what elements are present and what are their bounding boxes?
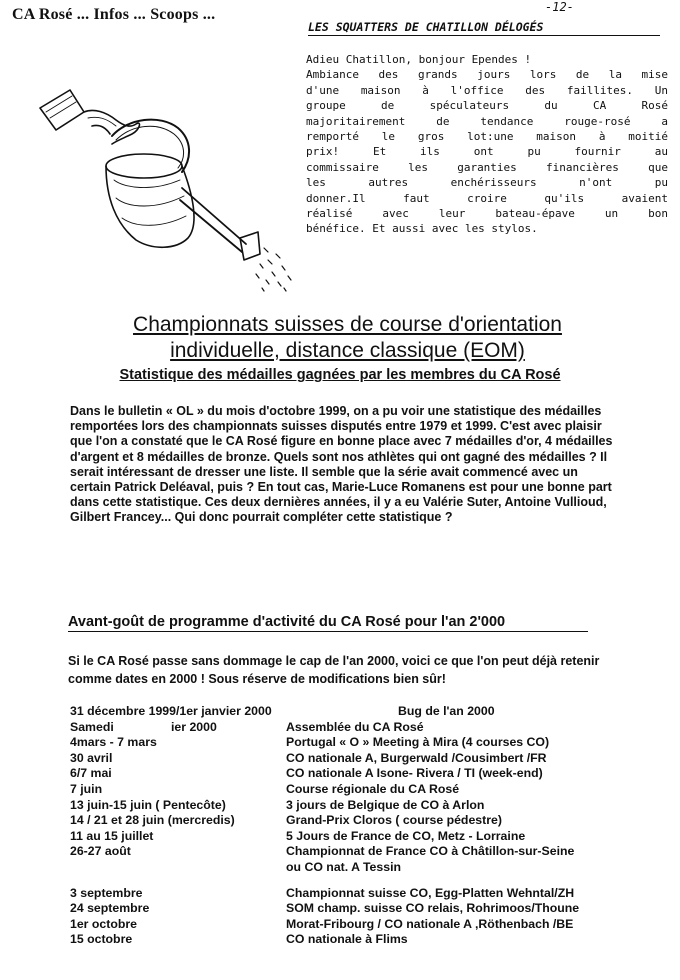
schedule-date: 14 / 21 et 28 juin (mercredis) xyxy=(70,813,235,828)
article-line: d'une maison à l'office des faillites. Un xyxy=(306,83,668,97)
schedule-row xyxy=(70,917,630,933)
schedule-date: 31 décembre 1999/1er janvier 2000 xyxy=(70,704,272,718)
schedule-row xyxy=(70,932,630,948)
schedule-event: Portugal « O » Meeting à Mira (4 courses CO) xyxy=(286,735,550,750)
schedule-date: 6/7 mai xyxy=(70,766,112,781)
article-line: bénéfice. Et aussi avec les stylos. xyxy=(306,222,538,236)
schedule-event: Championnat suisse CO, Egg-Platten Wehntal/ZH xyxy=(286,885,575,900)
schedule-date-part: ier 2000 xyxy=(171,719,217,734)
schedule-event: Course régionale du CA Rosé xyxy=(286,781,460,796)
schedule-row xyxy=(70,735,630,751)
schedule-date: 26-27 août xyxy=(70,844,131,859)
schedule-row xyxy=(70,901,630,917)
article-line: remporté le gros lot:une maison à moitié xyxy=(306,130,668,144)
programme-title: Avant-goût de programme d'activité du CA Rosé pour l'an 2'000 xyxy=(68,614,588,632)
page-number: -12- xyxy=(545,0,574,14)
schedule-event: CO nationale A, Burgerwald /Cousimbert /FR xyxy=(286,750,547,765)
schedule-row xyxy=(70,813,630,829)
schedule-event: SOM champ. suisse CO relais, Rohrimoos/Thoune xyxy=(286,901,580,916)
schedule-row xyxy=(70,886,630,902)
schedule-row xyxy=(70,782,630,798)
article-line: prix! Et ils ont pu fournir au xyxy=(306,145,668,159)
schedule-event: CO nationale à Flims xyxy=(286,932,408,947)
schedule-date: 1er octobre xyxy=(70,916,137,931)
schedule-event: Grand-Prix Cloros ( course pédestre) xyxy=(286,813,502,828)
schedule-date: Samedi xyxy=(70,719,114,734)
article-line: réalisé avec leur bateau-épave un bon xyxy=(306,207,668,221)
schedule-row xyxy=(70,751,630,767)
bulletin-header: CA Rosé ... Infos ... Scoops ... xyxy=(12,6,216,23)
article-line: les autres enchérisseurs n'ont pu xyxy=(306,176,668,190)
schedule-date: 13 juin-15 juin ( Pentecôte) xyxy=(70,797,226,812)
article-line: Ambiance des grands jours lors de la mise xyxy=(306,68,668,82)
schedule-event: Assemblée du CA Rosé xyxy=(286,719,424,734)
schedule-row xyxy=(70,829,630,845)
schedule-event: CO nationale A Isone- Rivera / TI (week-end) xyxy=(286,766,543,781)
schedule-row xyxy=(70,860,630,876)
article-line: commissaire les garanties financières que xyxy=(306,160,668,174)
championship-title-line2: individuelle, distance classique (EOM) xyxy=(170,339,525,362)
medals-subtitle: Statistique des médailles gagnées par les membres du CA Rosé xyxy=(119,367,561,383)
schedule-event: 5 Jours de France de CO, Metz - Lorraine xyxy=(286,828,526,843)
schedule-date: 15 octobre xyxy=(70,932,133,947)
schedule-row xyxy=(70,720,630,736)
squatters-article xyxy=(306,52,668,237)
schedule-event: ou CO nat. A Tessin xyxy=(286,859,402,874)
schedule-event: Bug de l'an 2000 xyxy=(398,704,495,718)
schedule-event: 3 jours de Belgique de CO à Arlon xyxy=(286,797,485,812)
schedule-date: 30 avril xyxy=(70,750,113,765)
schedule-date: 7 juin xyxy=(70,781,103,796)
championship-title-line1: Championnats suisses de course d'orientation xyxy=(133,313,562,336)
schedule-event: Morat-Fribourg / CO nationale A ,Röthenbach /BE xyxy=(286,916,574,931)
schedule-date: 3 septembre xyxy=(70,885,143,900)
schedule-date: 4mars - 7 mars xyxy=(70,735,157,750)
schedule-row xyxy=(70,798,630,814)
schedule-row xyxy=(70,844,630,860)
medals-paragraph: Dans le bulletin « OL » du mois d'octobre 1999, on a pu voir une statistique des médailles remportées lors des championnats suisses disputés entre 1979 et 1999. C'est avec plaisir que l'on a constaté que le CA Rosé figure en bonne place avec 7 médailles d'or, 4 médailles d'argent et 8 médailles de bronze. Quels sont nos athlètes qui ont gagné des médailles ? Il serait intéressant de dresser une liste. Il semble que la série avait commencé avec un certain Patrick Deléaval, puis ? En tout cas, Marie-Luce Romanens est pour une bonne part dans cette statistique. Ces deux dernières années, il y a eu Valérie Suter, Antoine Vullioud, Gilbert Francey... Qui donc pourrait compléter cette statistique ? xyxy=(70,404,613,525)
schedule-row xyxy=(70,704,630,720)
article-line: Adieu Chatillon, bonjour Ependes ! xyxy=(306,53,532,66)
schedule-event: Championnat de France CO à Châtillon-sur-Seine xyxy=(286,844,575,859)
schedule-row xyxy=(70,766,630,782)
article-line: majoritairement de tendance rouge-rosé a xyxy=(306,114,668,128)
programme-intro: Si le CA Rosé passe sans dommage le cap de l'an 2000, voici ce que l'on peut déjà retenir comme dates en 2000 ! Sous réserve de modifications bien sûr! xyxy=(68,654,600,686)
schedule-date: 24 septembre xyxy=(70,901,150,916)
watering-can-icon xyxy=(32,68,302,293)
article-line: groupe de spéculateurs du CA Rosé xyxy=(306,99,668,113)
schedule-date: 11 au 15 juillet xyxy=(70,828,154,843)
article-line: donner.Il faut croire qu'ils avaient xyxy=(306,191,668,205)
programme-schedule xyxy=(70,704,630,948)
squatters-title: LES SQUATTERS DE CHATILLON DÉLOGÉS xyxy=(308,20,660,36)
